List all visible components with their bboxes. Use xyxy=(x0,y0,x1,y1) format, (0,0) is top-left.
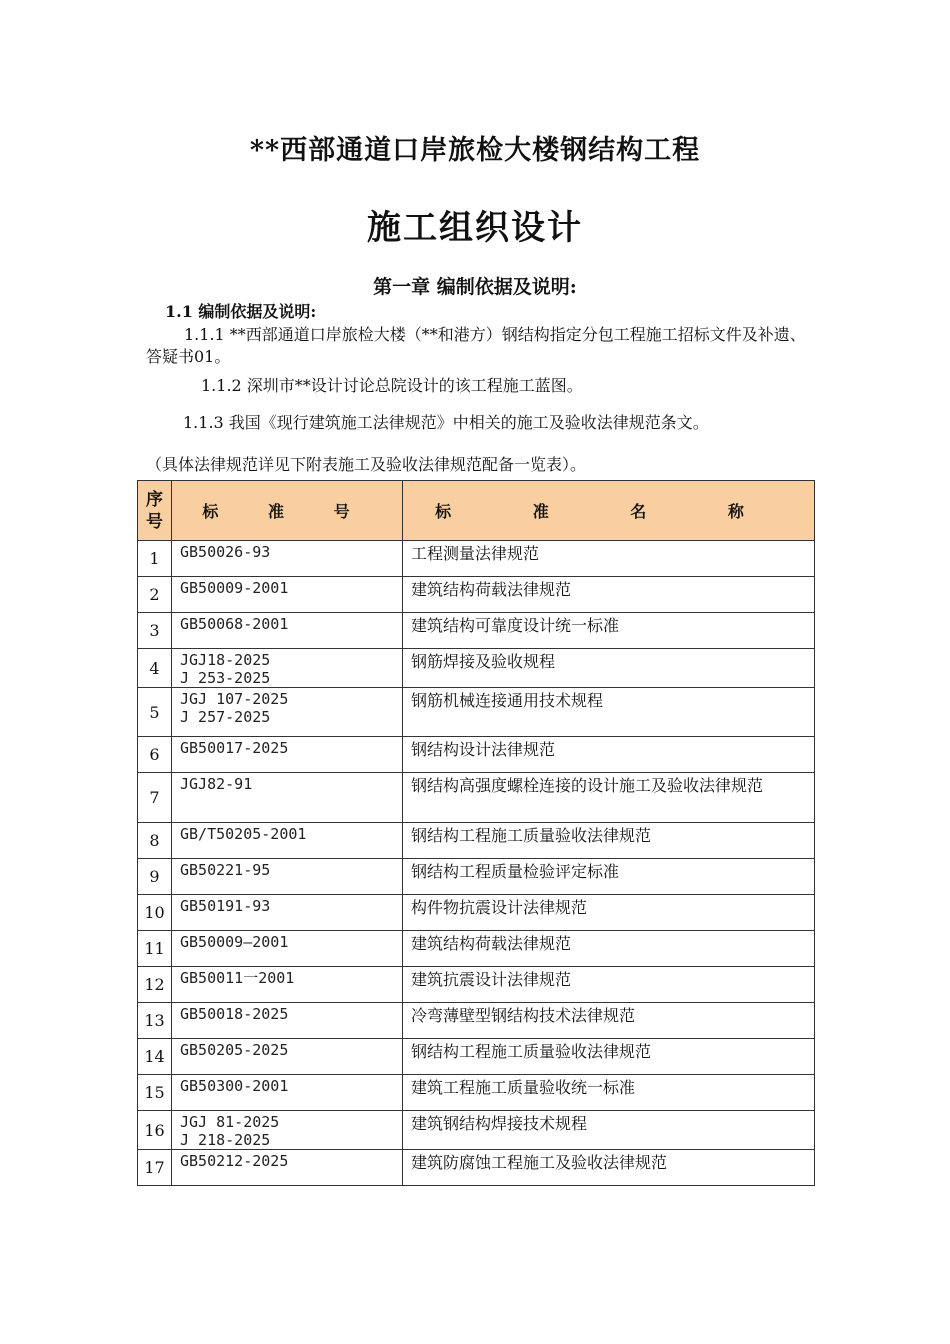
standard-name: 建筑工程施工质量验收统一标准 xyxy=(403,1075,815,1111)
paragraph-1-1-2: 1.1.2 深圳市**设计讨论总院设计的该工程施工蓝图。 xyxy=(201,376,583,395)
standard-name: 建筑结构荷载法律规范 xyxy=(403,577,815,613)
header-no-line2: 号 xyxy=(146,511,163,532)
table-row xyxy=(138,895,815,931)
row-number: 10 xyxy=(138,895,172,931)
standard-code-line1: GB50221-95 xyxy=(180,861,271,879)
row-number: 11 xyxy=(138,931,172,967)
standard-code xyxy=(172,688,403,737)
standard-code xyxy=(172,737,403,773)
header-name-label: 标 准 名 称 xyxy=(435,502,782,521)
row-number: 17 xyxy=(138,1150,172,1186)
row-number: 15 xyxy=(138,1075,172,1111)
standard-code-line1: JGJ 107-2025 xyxy=(180,690,289,708)
standard-name: 钢结构设计法律规范 xyxy=(403,737,815,773)
standard-code xyxy=(172,649,403,688)
table-note: （具体法律规范详见下附表施工及验收法律规范配备一览表）。 xyxy=(146,455,587,474)
table-row xyxy=(138,541,815,577)
standard-code-line1: GB50018-2025 xyxy=(180,1005,289,1023)
standard-code-line1: GB50212-2025 xyxy=(180,1152,289,1170)
standard-code-line1: GB50300-2001 xyxy=(180,1077,289,1095)
table-row xyxy=(138,649,815,688)
table-row xyxy=(138,859,815,895)
standard-code-line1: GB/T50205-2001 xyxy=(180,825,307,843)
standard-name: 钢结构工程质量检验评定标准 xyxy=(403,859,815,895)
standard-code xyxy=(172,541,403,577)
paragraph-1-1-1: 1.1.1 **西部通道口岸旅检大楼（**和港方）钢结构指定分包工程施工招标文件及补遗、答疑书01。 xyxy=(146,325,806,366)
standard-name: 冷弯薄壁型钢结构技术法律规范 xyxy=(403,1003,815,1039)
table-row xyxy=(138,613,815,649)
standard-code-line1: GB50205-2025 xyxy=(180,1041,289,1059)
standard-name: 建筑结构荷载法律规范 xyxy=(403,931,815,967)
row-number: 9 xyxy=(138,859,172,895)
standard-code xyxy=(172,613,403,649)
standard-code-line1: JGJ 81-2025 xyxy=(180,1113,280,1131)
chapter-heading: 第一章 编制依据及说明: xyxy=(373,276,577,298)
standard-code xyxy=(172,1039,403,1075)
standard-code-line1: GB50191-93 xyxy=(180,897,271,915)
row-number: 4 xyxy=(138,649,172,688)
standard-name: 钢结构工程施工质量验收法律规范 xyxy=(403,1039,815,1075)
header-name xyxy=(403,481,815,541)
standard-code-line2: J 218-2025 xyxy=(180,1131,271,1149)
standard-code xyxy=(172,773,403,823)
paragraph-1-1-3: 1.1.3 我国《现行建筑施工法律规范》中相关的施工及验收法律规范条文。 xyxy=(183,413,709,432)
header-no-line1: 序 xyxy=(146,489,163,510)
standard-name: 构件物抗震设计法律规范 xyxy=(403,895,815,931)
standard-code-line1: GB50017-2025 xyxy=(180,739,289,757)
row-number: 6 xyxy=(138,737,172,773)
standard-code xyxy=(172,859,403,895)
standard-name: 建筑抗震设计法律规范 xyxy=(403,967,815,1003)
standard-name: 建筑结构可靠度设计统一标准 xyxy=(403,613,815,649)
table-row xyxy=(138,931,815,967)
row-number: 12 xyxy=(138,967,172,1003)
standard-code xyxy=(172,931,403,967)
standard-code-line1: GB50009—2001 xyxy=(180,933,289,951)
standard-code xyxy=(172,1150,403,1186)
standard-name: 建筑防腐蚀工程施工及验收法律规范 xyxy=(403,1150,815,1186)
standard-code-line1: JGJ18-2025 xyxy=(180,651,271,669)
document-subtitle: 施工组织设计 xyxy=(367,208,583,248)
standard-name: 钢筋焊接及验收规程 xyxy=(403,649,815,688)
table-row xyxy=(138,577,815,613)
standard-name: 工程测量法律规范 xyxy=(403,541,815,577)
standard-code-line1: GB50011一2001 xyxy=(180,969,295,987)
standards-table xyxy=(137,480,815,1186)
table-row xyxy=(138,1039,815,1075)
standard-name: 建筑钢结构焊接技术规程 xyxy=(403,1111,815,1150)
table-row xyxy=(138,737,815,773)
standard-code xyxy=(172,895,403,931)
table-header-row xyxy=(138,481,815,541)
row-number: 8 xyxy=(138,823,172,859)
header-code-label: 标 准 号 xyxy=(202,502,372,521)
row-number: 16 xyxy=(138,1111,172,1150)
row-number: 2 xyxy=(138,577,172,613)
standard-code-line2: J 253-2025 xyxy=(180,669,271,687)
standard-code xyxy=(172,823,403,859)
row-number: 7 xyxy=(138,773,172,823)
table-row xyxy=(138,823,815,859)
standard-code xyxy=(172,1111,403,1150)
standard-code xyxy=(172,967,403,1003)
table-row xyxy=(138,1150,815,1186)
table-row xyxy=(138,688,815,737)
standard-code-line2: J 257-2025 xyxy=(180,708,271,726)
header-code xyxy=(172,481,403,541)
standard-code xyxy=(172,1003,403,1039)
standard-code-line1: GB50026-93 xyxy=(180,543,271,561)
section-heading: 1.1 编制依据及说明: xyxy=(165,302,317,321)
standard-name: 钢筋机械连接通用技术规程 xyxy=(403,688,815,737)
header-no xyxy=(138,481,172,541)
row-number: 14 xyxy=(138,1039,172,1075)
document-title: **西部通道口岸旅检大楼钢结构工程 xyxy=(249,135,701,166)
table-row xyxy=(138,1075,815,1111)
standard-name: 钢结构工程施工质量验收法律规范 xyxy=(403,823,815,859)
row-number: 1 xyxy=(138,541,172,577)
standard-code xyxy=(172,1075,403,1111)
row-number: 5 xyxy=(138,688,172,737)
table-row xyxy=(138,1003,815,1039)
table-row xyxy=(138,773,815,823)
row-number: 13 xyxy=(138,1003,172,1039)
standard-code xyxy=(172,577,403,613)
standard-code-line1: JGJ82-91 xyxy=(180,775,253,793)
standard-code-line1: GB50068-2001 xyxy=(180,615,289,633)
table-row xyxy=(138,967,815,1003)
table-row xyxy=(138,1111,815,1150)
row-number: 3 xyxy=(138,613,172,649)
standard-code-line1: GB50009-2001 xyxy=(180,579,289,597)
standard-name: 钢结构高强度螺栓连接的设计施工及验收法律规范 xyxy=(403,773,815,823)
